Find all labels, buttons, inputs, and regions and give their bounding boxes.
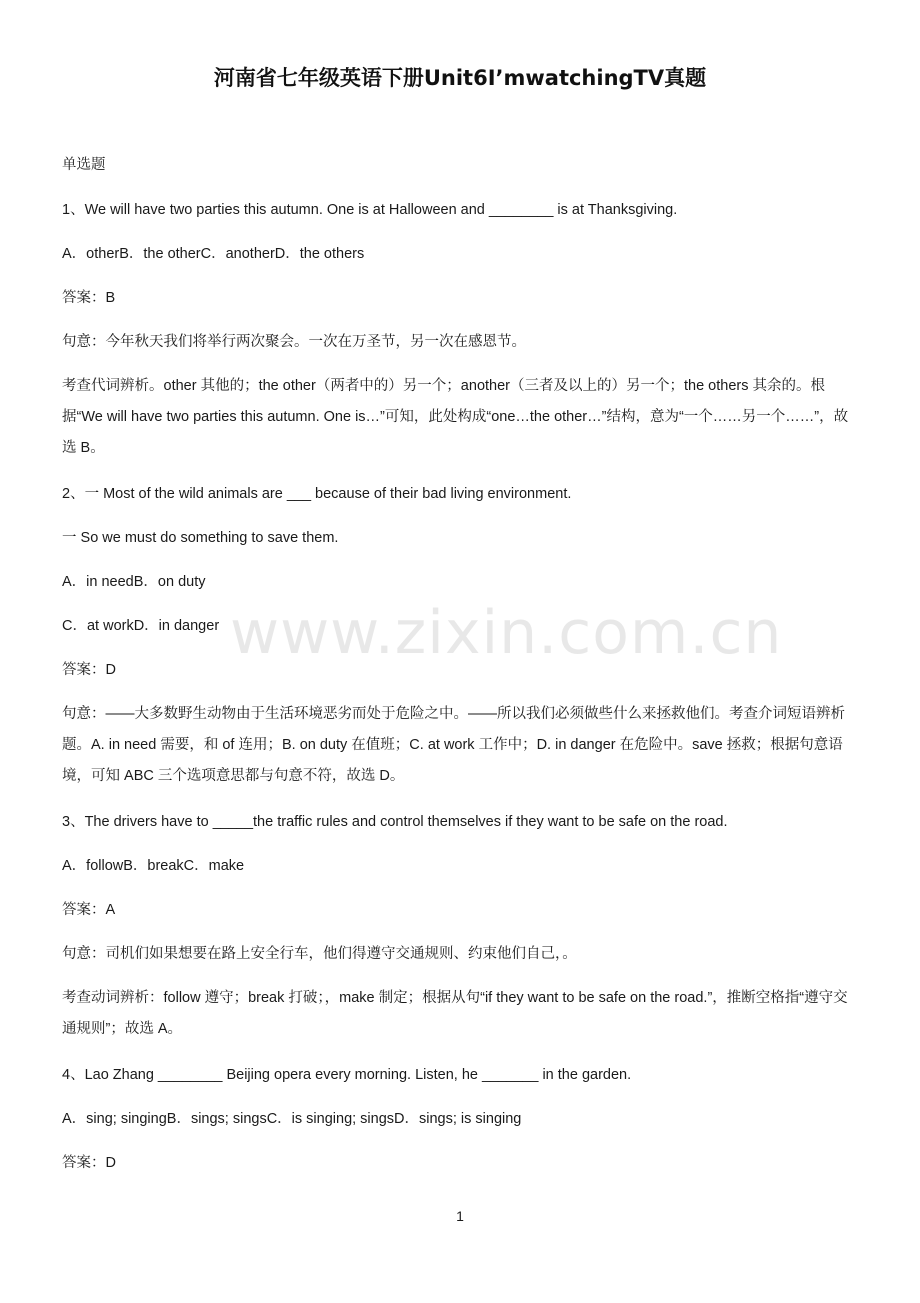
question-2-line-2: 一 So we must do something to save them.	[62, 530, 339, 546]
question-2: 2、一 Most of the wild animals are ___ because of their bad living environment.	[62, 486, 572, 502]
question-3-analysis: 考查动词辨析：follow 遵守；break 打破；，make 制定；根据从句“if they want to be safe on the road.”，推断空格指“遵守交通规则”；故选 A。	[62, 990, 848, 1037]
question-3-options: A．followB．breakC．make	[62, 858, 245, 874]
question-2-options-row-1: A．in needB．on duty	[62, 574, 206, 590]
question-4-options: A．sing; singingB．sings; singsC．is singing; singsD．sings; is singing	[62, 1111, 522, 1127]
question-4: 4、Lao Zhang ________ Beijing opera every morning. Listen, he _______ in the garden.	[62, 1067, 632, 1083]
page-title: 河南省七年级英语下册Unit6I’mwatchingTV真题	[213, 66, 707, 90]
page-number: 1	[456, 1208, 464, 1224]
question-3-meaning: 句意：司机们如果想要在路上安全行车，他们得遵守交通规则、约束他们自己，。	[62, 946, 577, 962]
question-1-options: A．otherB．the otherC．anotherD．the others	[62, 246, 365, 262]
section-heading: 单选题	[62, 157, 106, 173]
question-1-analysis: 考查代词辨析。other 其他的；the other（两者中的）另一个；another（三者及以上的）另一个；the others 其余的。根据“We will have two parties this autumn. One is…”可知，此处构成“one…the other…”结构，意为“一个……另一个……”，故选 B。	[62, 378, 849, 456]
question-1-meaning: 句意：今年秋天我们将举行两次聚会。一次在万圣节，另一次在感恩节。	[62, 334, 526, 350]
watermark: www.zixin.com.cn	[230, 598, 783, 668]
question-3-answer: 答案：A	[62, 902, 116, 918]
question-1: 1、We will have two parties this autumn. One is at Halloween and ________ is at Thanksgiving.	[62, 202, 678, 218]
question-2-analysis: 句意：——大多数野生动物由于生活环境恶劣而处于危险之中。——所以我们必须做些什么来拯救他们。考查介词短语辨析题。A. in need 需要，和 of 连用；B. on duty 在值班；C. at work 工作中；D. in danger 在危险中。save 拯救；根据句意语境，可知 ABC 三个选项意思都与句意不符，故选 D。	[62, 706, 845, 784]
question-2-options-row-2: C．at workD．in danger	[62, 618, 220, 634]
question-2-answer: 答案：D	[62, 662, 116, 678]
question-4-answer: 答案：D	[62, 1155, 116, 1171]
question-3: 3、The drivers have to _____the traffic rules and control themselves if they want to be safe on the road.	[62, 814, 728, 830]
question-1-answer: 答案：B	[62, 290, 116, 306]
